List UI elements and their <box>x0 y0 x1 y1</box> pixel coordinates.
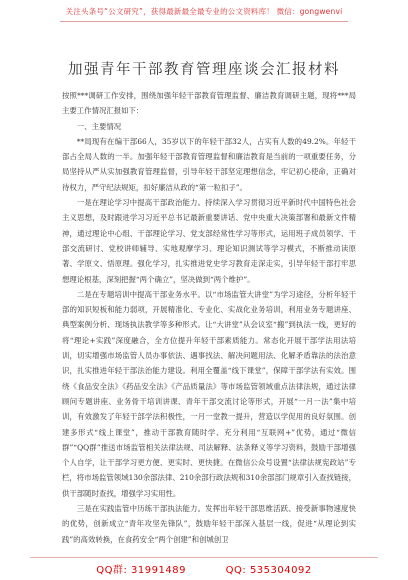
top-divider <box>60 21 348 22</box>
body-paragraph: 二是在专题培训中提高干部业务水平。以“市场监管大讲堂”为学习途径，分析年轻干部的知识短板和能力弱项，开展精准化、专业化、实战化业务培训，利用业务专题讲座、典型案例分析、现场执法教学等多种形式。让“大讲堂”从会议室“搬”到执法一线，更好的将“理论+实践”深度融合，全方位提升年轻干部素质能力。常态化开展干部学法用法培训，切实增强市场监管人员办事依法、遇事找法、解决问题用法、化解矛盾靠法的法治意识，扎实推进年轻干部法治能力建设。利用全覆盖“线下课堂”，保障干部学法有实效。围绕《食品安全法》《药品安全法》《产品质量法》等市场监管领域重点法律法规，通过法律顾问专题讲座、业务骨干培训讲课、青年干部交流讨论等形式，开展“一月一法”集中培训，有效激发了年轻干部学法积极性，一月一堂教一提升，营造以学促用的良好氛围。创建多形式“线上课堂”，推动干部教育随时学、充分利用“互联网+”优势，通过“微信群”“QQ群”推送市场监管相关法律法规、司法解释、法条释义等学习资料，鼓励干部增强个人自学，让干部学习更方便、更实时、更快捷。在微信公众号设置“法律法规宪政站”专栏，将市场监管领域130余部法律、210余部行政法规和310余部部门规章引入查找链接，供干部随时查找，增强学习实用性。 <box>62 289 356 498</box>
body-paragraph: 三是在实践监管中历练干部执法能力。发挥出年轻干部思维活跃、接受新事物速度快的优势，创新成立“青年攻坚先锋队”，鼓励年轻干部深入基层一线，促进“从理论到实践”的高效转换，在食药安全“两个创建”和创城创卫 <box>62 504 356 544</box>
body-paragraph: 一是在理论学习中提高干部政治能力。持续深入学习贯彻习近平新时代中国特色社会主义思想，及时跟进学习习近平总书记最新重要讲话、党中央重大决策部署和最新文件精神，通过理论中心组、干部理论学习、党支部经常性学习等形式，运用班子成员领学、干部交流研讨、党校讲师辅导、实地观摩学习、理论知识测试等学习模式，不断推动读原著、学原文、悟原理。强化学习，扎实推进党史学习教育走深走实，引导年轻干部打牢思想理论根基，深刻把握“两个确立”，坚决做到“两个维护”。 <box>62 198 356 284</box>
footer-qq: QQ: 535304092 <box>225 565 312 576</box>
footer-qq-group: QQ群: 31991489 <box>96 565 186 576</box>
footer-divider <box>30 557 378 558</box>
top-banner: 关注头条号“公文研究”，获得最新最全最专业的公文资料库！ 微信：gongwenvi <box>65 7 343 16</box>
intro-paragraph: 按照***调研工作安排，围绕加强年轻干部教育管理监督、廉洁教育调研主题，现将***局主要工作情况汇报如下： <box>62 91 356 116</box>
body-paragraph: **局现有在编干部66人，35岁以下的年轻干部32人，占实有人数的49.2%。年轻干部占全局人数的一半。加强年轻干部教育管理监督和廉洁教育是当前的一项重要任务，分局坚持从严从实加强教育管理监督，引导年轻干部坚定理想信念，牢记初心使命，正确对待权力，严守纪法规矩，扣好廉洁从政的“第一粒扣子”。 <box>62 136 356 192</box>
document-title: 加强青年干部教育管理座谈会汇报材料 <box>68 62 340 78</box>
footer <box>0 561 408 576</box>
document-body <box>62 88 356 547</box>
section-heading: 一、主要情况 <box>76 121 122 131</box>
